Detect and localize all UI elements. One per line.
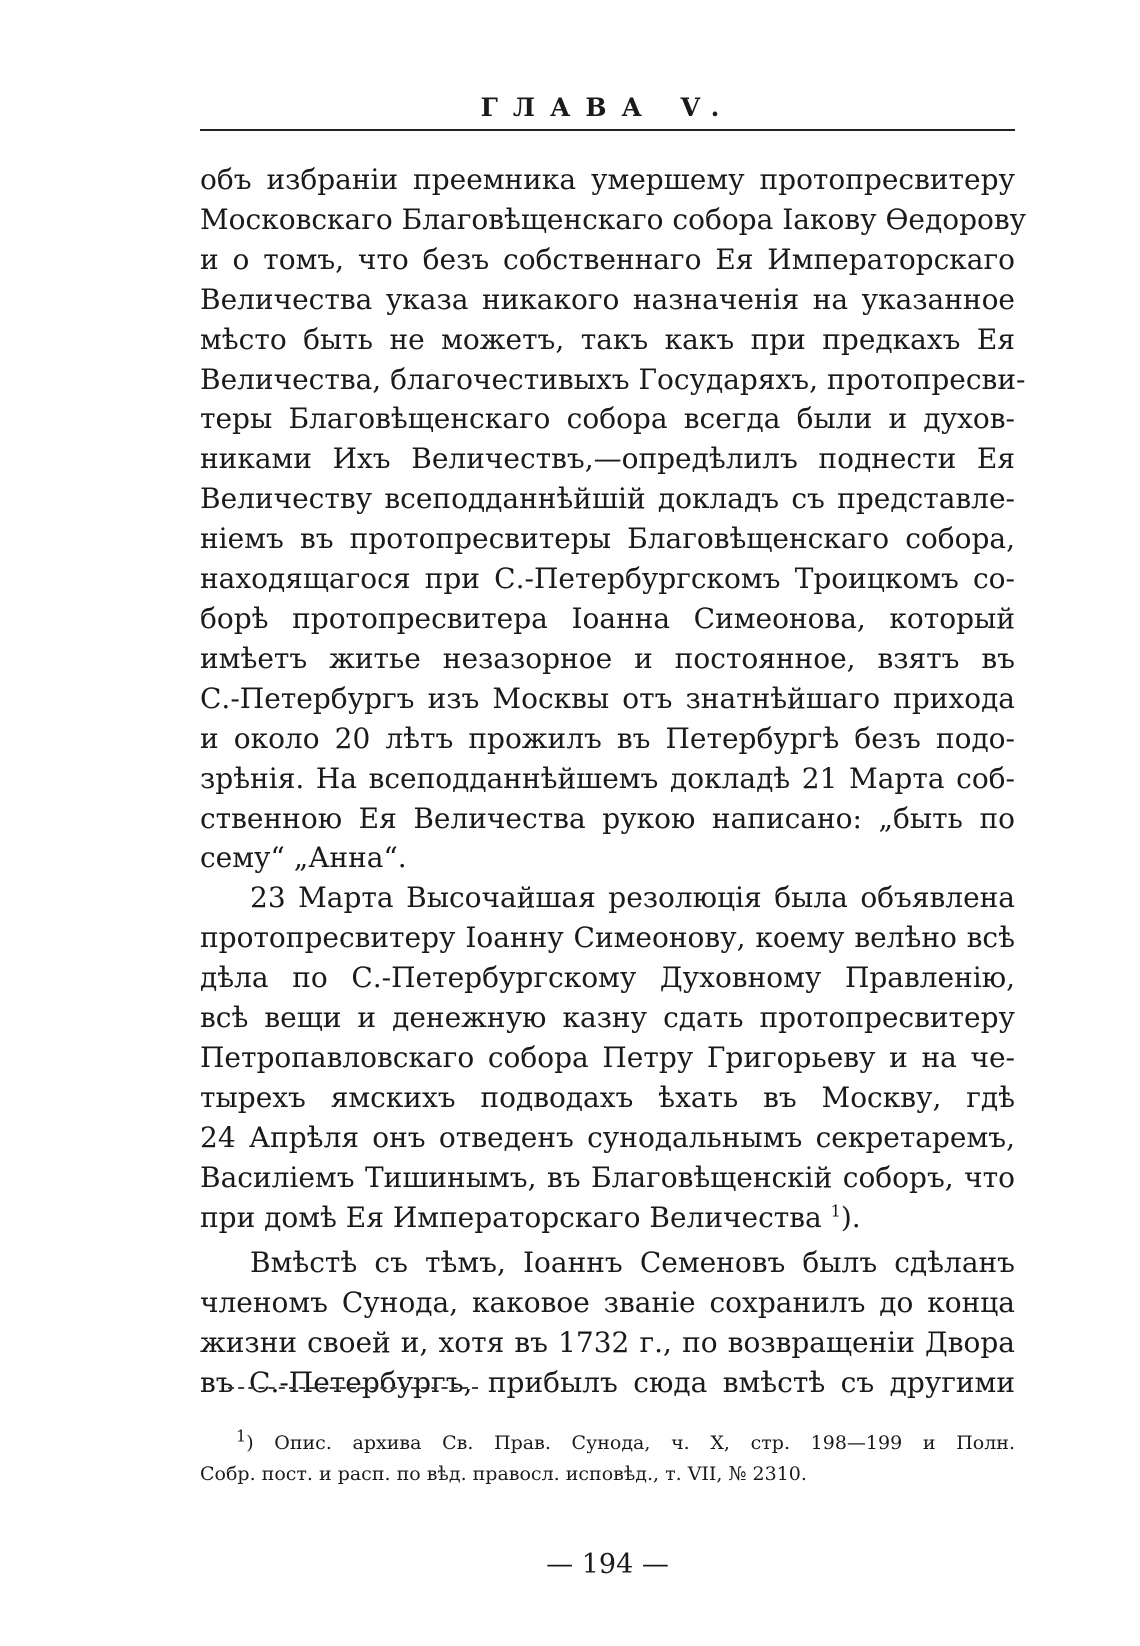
text-line: жизни своей и, хотя въ 1732 г., по возвращеніи Двора [200, 1326, 1015, 1360]
text-line: въ С.-Петербургъ, прибылъ сюда вмѣстѣ съ другими [200, 1366, 1015, 1400]
text-line: зрѣнія. На всеподданнѣйшемъ докладѣ 21 Марта соб- [200, 761, 1015, 795]
footnote-separator [228, 1387, 478, 1389]
text-line: ственною Ея Величества рукою написано: „быть по [200, 801, 1015, 835]
text-line: С.-Петербургъ изъ Москвы отъ знатнѣйшаго прихода [200, 681, 1015, 715]
text-line: всѣ вещи и денежную казну сдать протопресвитеру [200, 1001, 1015, 1035]
text-line: ніемъ въ протопресвитеры Благовѣщенскаго собора, [200, 522, 1015, 556]
text-line: тырехъ ямскихъ подводахъ ѣхать въ Москву, гдѣ [200, 1080, 1015, 1114]
text-line: никами Ихъ Величествъ,—опредѣлилъ поднести Ея [200, 442, 1015, 476]
text-line-tail: ). [840, 1200, 861, 1234]
footnote-mark: 1 [236, 1426, 247, 1446]
text-line: Величества, благочестивыхъ Государяхъ, протопресви- [200, 362, 1026, 396]
paragraph-1 [200, 160, 1027, 878]
footnote-line: Собр. пост. и расп. по вѣд. правосл. исповѣд., т. VII, № 2310. [200, 1463, 807, 1485]
text-line: членомъ Сунода, каковое званіе сохранилъ до конца [200, 1286, 1015, 1320]
paragraph-2 [200, 878, 1015, 1237]
text-line: дѣла по С.-Петербургскому Духовному Правленію, [200, 961, 1015, 995]
text-line: протопресвитеру Іоанну Симеонову, коему велѣно всѣ [200, 921, 1015, 955]
text-line: и около 20 лѣтъ прожилъ въ Петербургѣ безъ подо- [200, 721, 1015, 755]
text-line-segment: при домѣ Ея Императорскаго Величества [200, 1200, 822, 1234]
text-line: Величества указа никакого назначенія на указанное [200, 282, 1015, 316]
text-line: Василіемъ Тишинымъ, въ Благовѣщенскій соборъ, что [200, 1160, 1015, 1194]
footnote-line-text: ) Опис. архива Св. Прав. Сунода, ч. X, стр. 198—199 и Полн. [246, 1432, 1015, 1454]
text-line: Московскаго Благовѣщенскаго собора Іакову Ѳедорову [200, 202, 1027, 236]
text-line: Вмѣстѣ съ тѣмъ, Іоаннъ Семеновъ былъ сдѣланъ [250, 1246, 1015, 1280]
footnote-1 [200, 1428, 1015, 1490]
text-line: и о томъ, что безъ собственнаго Ея Императорскаго [200, 242, 1015, 276]
text-line: имѣетъ житье незазорное и постоянное, взятъ въ [200, 641, 1015, 675]
text-line: Величеству всеподданнѣйшій докладъ съ представле- [200, 482, 1015, 516]
text-line: 23 Марта Высочайшая резолюція была объявлена [250, 881, 1015, 915]
text-line: мѣсто быть не можетъ, такъ какъ при предкахъ Ея [200, 322, 1015, 356]
text-line: борѣ протопресвитера Іоанна Симеонова, который [200, 601, 1015, 635]
footnote-line [200, 1428, 1015, 1459]
text-line [200, 1198, 1015, 1238]
page-number: — 194 — [546, 1549, 669, 1580]
running-head-title: ГЛАВА V. [480, 93, 735, 122]
text-line: находящагося при С.-Петербургскомъ Троицкомъ со- [200, 562, 1015, 596]
header-rule [200, 129, 1015, 131]
text-line: сему“ „Анна“. [200, 841, 407, 875]
text-line: теры Благовѣщенскаго собора всегда были и духов- [200, 402, 1015, 436]
text-line: объ избраніи преемника умершему протопресвитеру [200, 163, 1015, 196]
footnote-reference: 1 [830, 1201, 841, 1221]
main-text [200, 160, 1027, 1403]
text-line: 24 Апрѣля онъ отведенъ сунодальнымъ секретаремъ, [200, 1120, 1015, 1154]
text-line: Петропавловскаго собора Петру Григорьеву и на че- [200, 1040, 1015, 1074]
paragraph-3 [200, 1243, 1015, 1403]
